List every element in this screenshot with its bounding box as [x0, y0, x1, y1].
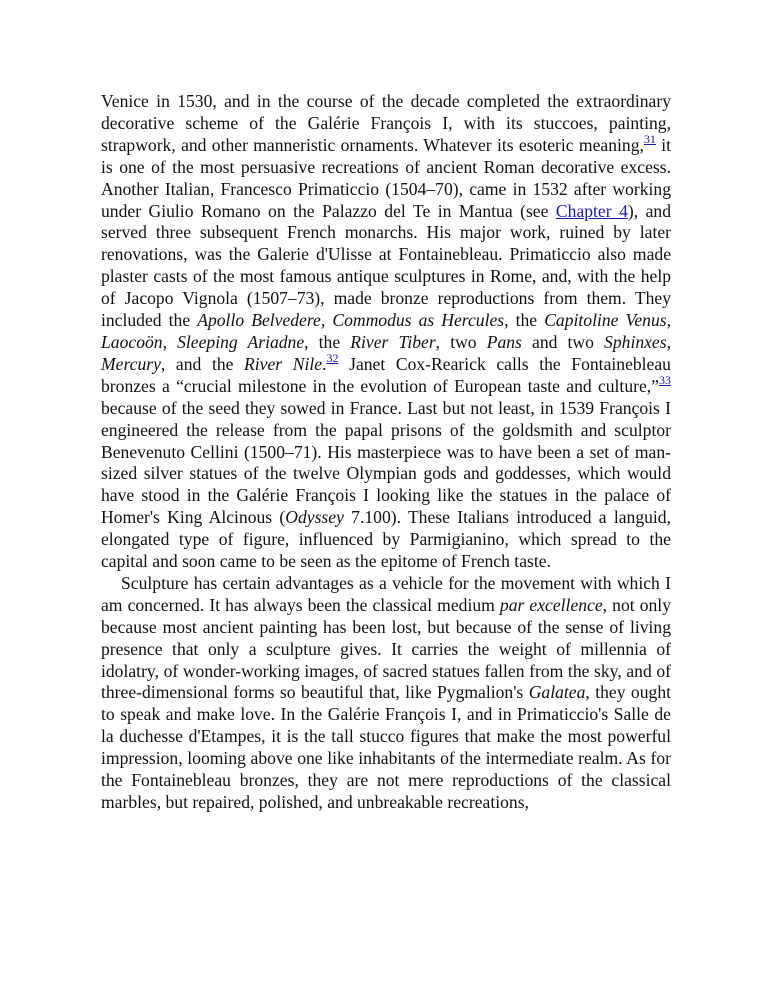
paragraph-1-text: Janet Cox-Rearick calls the Fontainebleau bronzes a “crucial milestone in the evolution of European taste and culture,” — [101, 353, 671, 396]
italic-title: Odyssey — [285, 507, 344, 528]
footnote-ref-31 — [644, 132, 656, 146]
footnote-ref-32 — [326, 351, 338, 365]
paragraph-1-text: , and the — [160, 353, 245, 374]
paragraph-1-text: , two — [435, 331, 487, 352]
paragraph-1-text: . — [322, 353, 327, 374]
paragraph-1-text: Venice in 1530, and in the course of the decade completed the extraordinary decorative scheme of the Galérie François I, with its stuccoes, painting, strapwork, and other manneristic ornaments. Whatever its esoteric meaning, — [101, 91, 671, 155]
paragraph-2-text: , not only because most ancient painting has been lost, but because of the sense of living presence that only a sculpture gives. It carries the weight of millennia of idolatry, of wonder-working images, of sacred statues fallen from the sky, and of three-dimensional forms so beautiful that, like Pygmalion's — [101, 594, 671, 703]
italic-title: Apollo Belvedere, Commodus as Hercules — [197, 310, 505, 331]
paragraph-2-text: , they ought to speak and make love. In the Galérie François I, and in Primaticcio's Salle de la duchesse d'Etampes, it is the tall stucco figures that make the most powerful impression, looming above one like inhabitants of the intermediate realm. As for the Fontainebleau bronzes, they are not mere reproductions of the classical marbles, but repaired, polished, and unbreakable recreations, — [101, 682, 671, 812]
italic-title: Pans — [486, 331, 522, 352]
italic-phrase: par excellence — [499, 594, 603, 615]
document-page — [101, 91, 671, 814]
italic-title: Sphinxes, Mercury — [101, 331, 671, 374]
paragraph-1-text: ), and served three subsequent French monarchs. His major work, ruined by later renovations, was the Galerie d'Ulisse at Fontainebleau. Primaticcio also made plaster casts of the most famous antique sculptures in Rome, and, with the help of Jacopo Vignola (1507–73), made bronze reproductions from them. They included the — [101, 200, 672, 331]
paragraph-1 — [101, 91, 671, 573]
paragraph-1-text: it is one of the most persuasive recreations of ancient Roman decorative excess. Another Italian, Francesco Primaticcio (1504–70), came in 1532 after working under Giulio Romano on the Palazzo del Te in Mantua (see — [101, 134, 671, 221]
paragraph-1-text: , the — [504, 310, 545, 331]
paragraph-1-text: 7.100). These Italians introduced a languid, elongated type of figure, influenced by Parmigianino, which spread to the capital and soon came to be seen as the epitome of French taste. — [101, 507, 671, 572]
paragraph-2 — [101, 573, 671, 814]
footnote-link-31[interactable]: 31 — [643, 131, 656, 146]
paragraph-1-text: , the — [304, 331, 351, 352]
italic-title: River Tiber — [350, 331, 436, 352]
paragraph-1-text: because of the seed they sowed in France. Last but not least, in 1539 François I engineered the release from the papal prisons of the goldsmith and sculptor Benevenuto Cellini (1500–71). His masterpiece was to have been a set of man-sized silver statues of the twelve Olympian gods and goddesses, which would have stood in the Galérie François I looking like the statues in the palace of Homer's King Alcinous ( — [101, 397, 671, 528]
italic-title: Galatea — [528, 682, 586, 703]
italic-title: River Nile — [244, 353, 323, 374]
footnote-ref-33 — [659, 373, 671, 387]
italic-title: Capitoline Venus, Laocoön, Sleeping Ariadne — [101, 310, 671, 352]
footnote-link-32[interactable]: 32 — [326, 351, 339, 366]
paragraph-1-text: and two — [521, 331, 605, 352]
chapter-4-link[interactable]: Chapter 4 — [555, 200, 628, 221]
footnote-link-33[interactable]: 33 — [659, 372, 671, 387]
paragraph-2-text: Sculpture has certain advantages as a vehicle for the movement with which I am concerned. It has always been the classical medium — [101, 572, 671, 615]
